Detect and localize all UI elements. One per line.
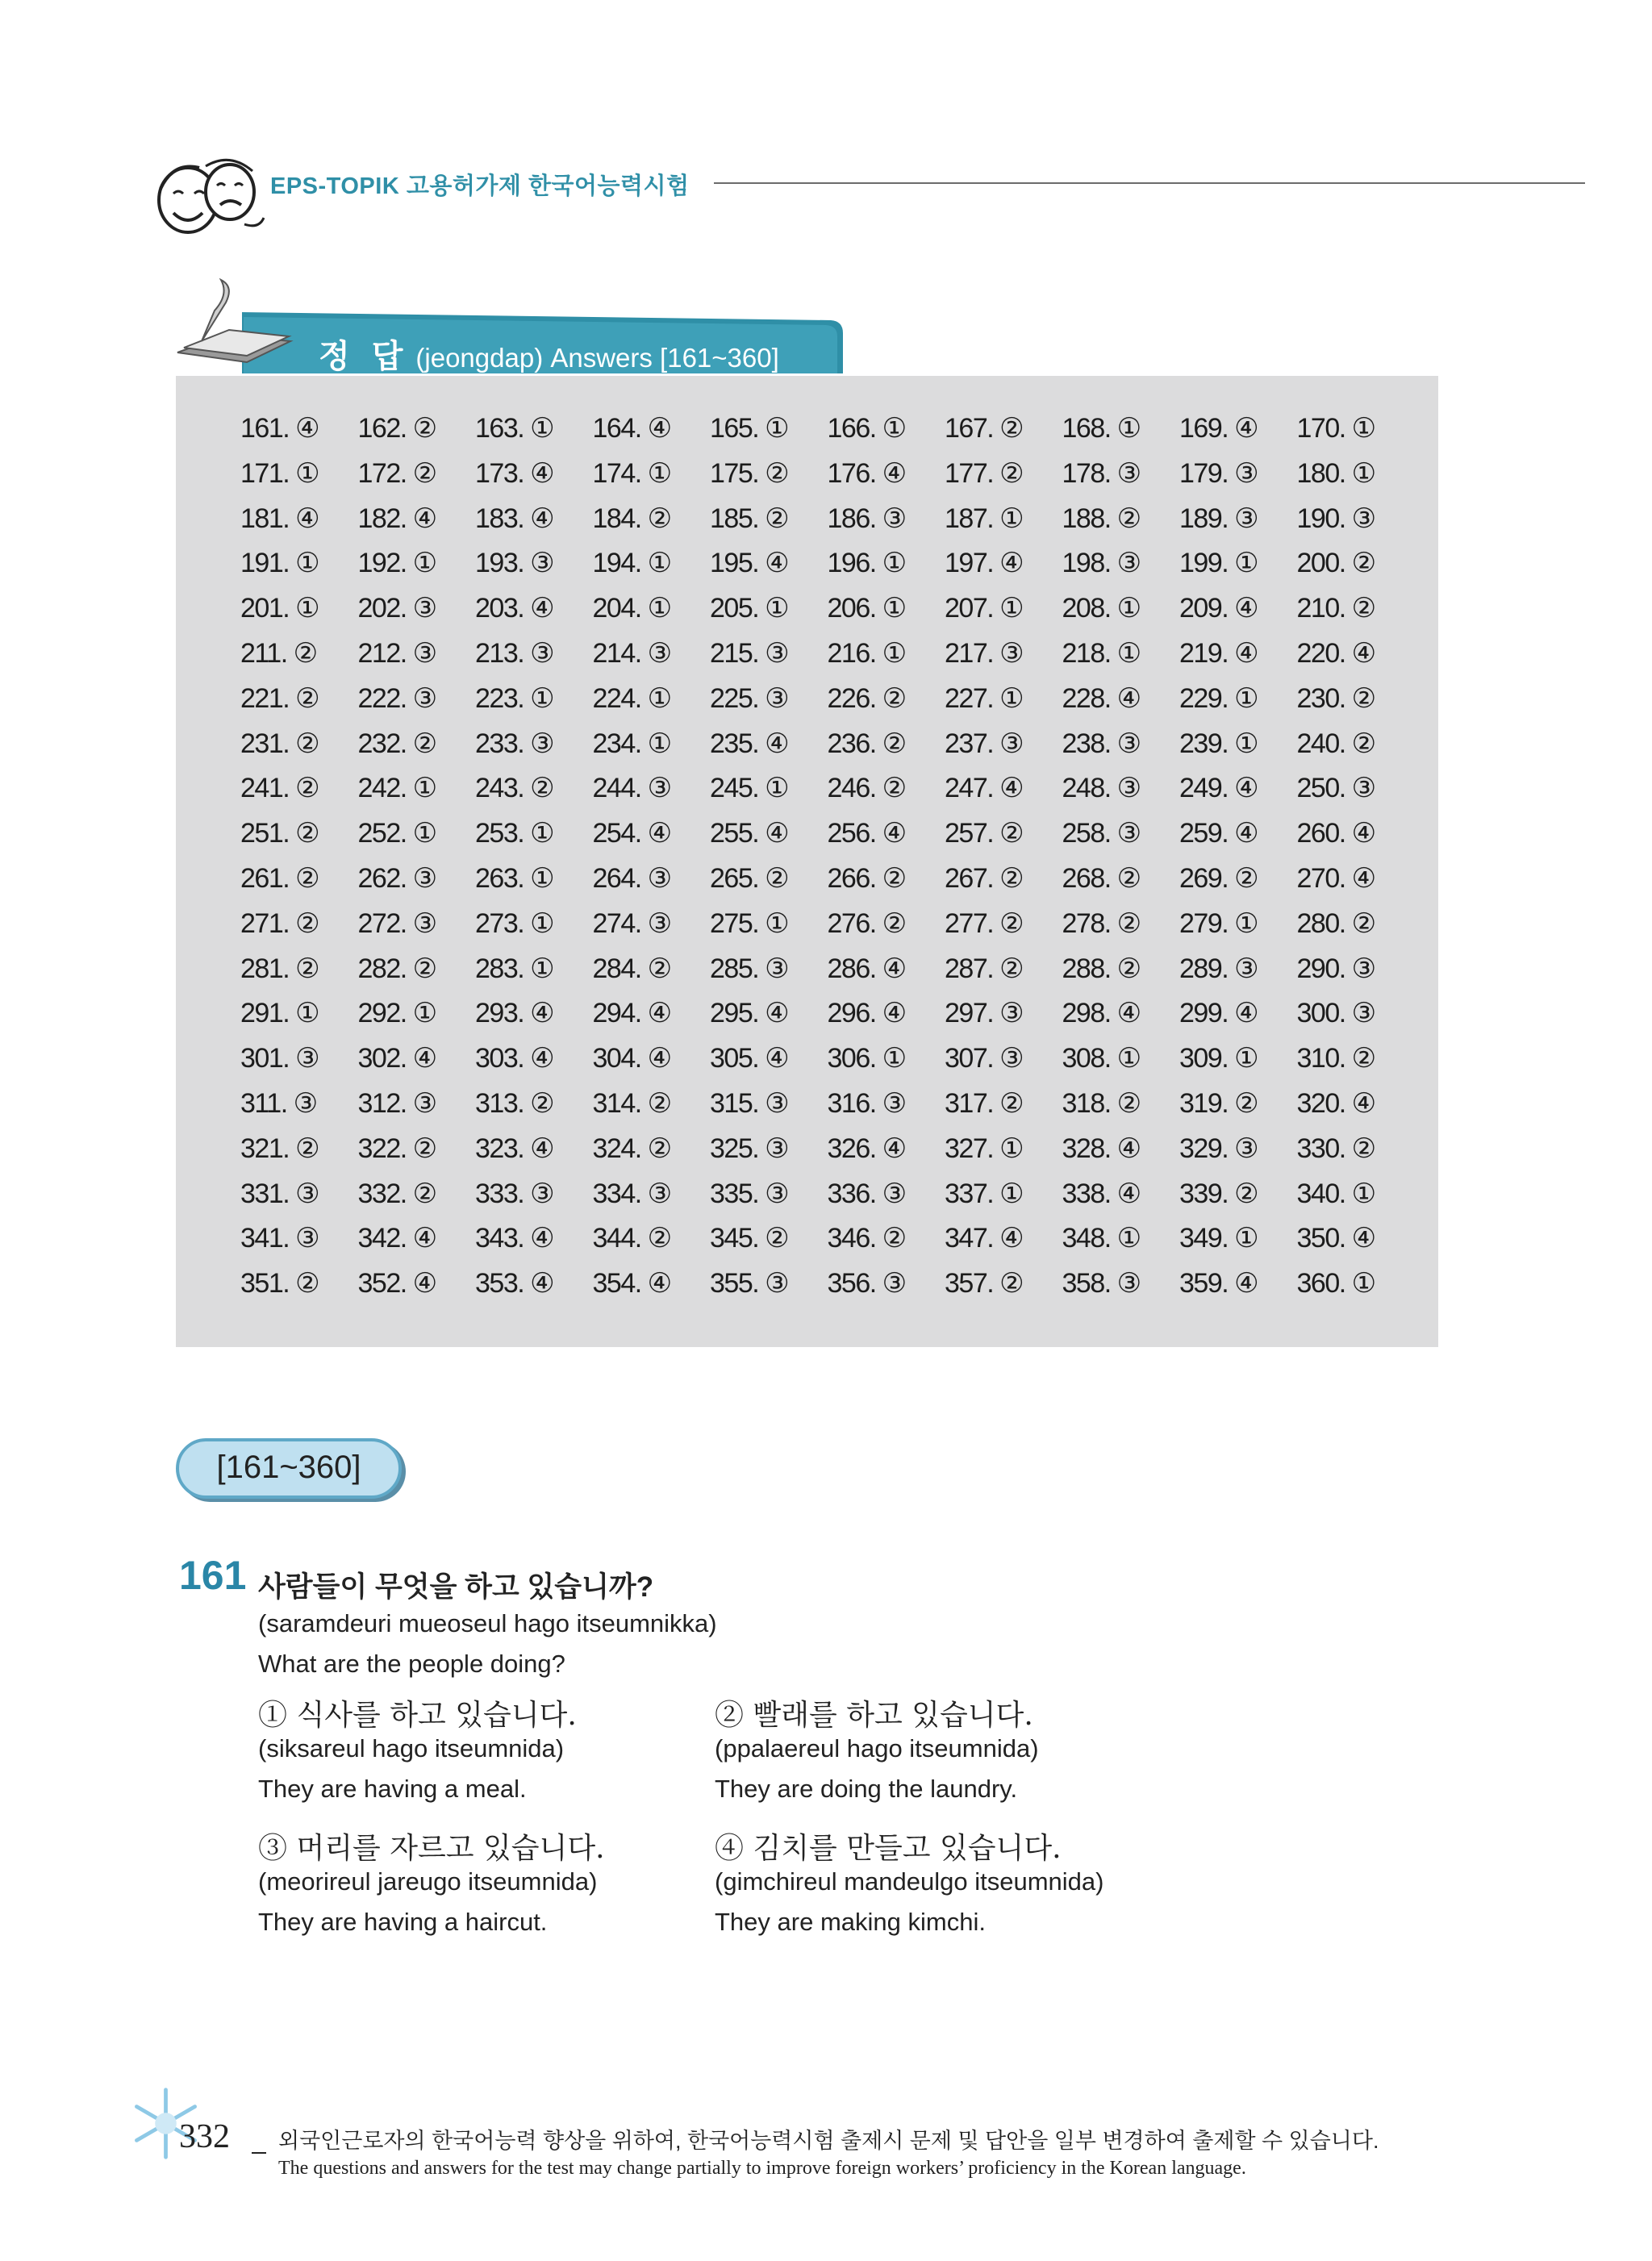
answer-cell: 291. ① — [240, 998, 319, 1029]
answer-cell: 193. ③ — [475, 548, 554, 579]
answer-cell: 180. ① — [1296, 457, 1375, 489]
answer-cell: 330. ② — [1296, 1133, 1375, 1164]
answer-cell: 347. ④ — [945, 1223, 1024, 1254]
answers-title-kr: 정 답 — [319, 339, 410, 374]
answer-cell: 292. ① — [357, 998, 436, 1029]
answer-cell: 352. ④ — [357, 1268, 436, 1299]
answer-cell: 307. ③ — [945, 1043, 1024, 1074]
option-english: They are doing the laundry. — [715, 1775, 1018, 1803]
question-romanized: (saramdeuri mueoseul hago itseumnikka) — [258, 1609, 717, 1637]
answer-cell: 285. ③ — [710, 953, 789, 984]
option-kr: ② 빨래를 하고 있습니다. — [715, 1699, 1033, 1732]
answer-cell: 179. ③ — [1179, 457, 1258, 489]
answer-cell: 162. ② — [357, 413, 436, 444]
answer-cell: 257. ② — [945, 818, 1024, 849]
answer-cell: 161. ④ — [240, 413, 319, 444]
answer-cell: 270. ④ — [1296, 862, 1375, 894]
answer-cell: 170. ① — [1296, 413, 1375, 444]
answer-cell: 335. ③ — [710, 1178, 789, 1209]
answer-cell: 353. ④ — [475, 1268, 554, 1299]
header-title: EPS-TOPIK 고용허가제 한국어능력시험 — [270, 173, 690, 199]
answer-cell: 196. ① — [827, 548, 906, 579]
answer-cell: 261. ② — [240, 862, 319, 894]
answer-cell: 222. ③ — [357, 682, 436, 714]
answer-cell: 319. ② — [1179, 1087, 1258, 1119]
answer-cell: 232. ② — [357, 728, 436, 759]
answer-cell: 348. ① — [1062, 1223, 1141, 1254]
option-4 — [715, 1825, 1166, 1937]
answer-cell: 303. ④ — [475, 1043, 554, 1074]
answer-cell: 227. ① — [945, 682, 1024, 714]
answer-cell: 339. ② — [1179, 1178, 1258, 1209]
answer-cell: 324. ② — [592, 1133, 671, 1164]
answer-cell: 202. ③ — [357, 593, 436, 624]
answer-cell: 283. ① — [475, 953, 554, 984]
answer-cell: 254. ④ — [592, 818, 671, 849]
answer-cell: 331. ③ — [240, 1178, 319, 1209]
answer-cell: 239. ① — [1179, 728, 1258, 759]
answer-cell: 207. ① — [945, 593, 1024, 624]
answer-cell: 265. ② — [710, 862, 789, 894]
answer-cell: 282. ② — [357, 953, 436, 984]
range-badge-label: [161~360] — [216, 1450, 361, 1485]
page-header — [149, 153, 1440, 218]
answer-cell: 255. ④ — [710, 818, 789, 849]
answer-cell: 172. ② — [357, 457, 436, 489]
answer-cell: 272. ③ — [357, 907, 436, 939]
answer-cell: 199. ① — [1179, 548, 1258, 579]
answer-cell: 263. ① — [475, 862, 554, 894]
answer-cell: 267. ② — [945, 862, 1024, 894]
answer-cell: 186. ③ — [827, 503, 906, 534]
answer-cell: 165. ① — [710, 413, 789, 444]
answer-cell: 242. ① — [357, 773, 436, 804]
answer-cell: 187. ① — [945, 503, 1024, 534]
answer-cell: 225. ③ — [710, 682, 789, 714]
answer-cell: 230. ② — [1296, 682, 1375, 714]
answer-cell: 316. ③ — [827, 1087, 906, 1119]
answer-cell: 276. ② — [827, 907, 906, 939]
answer-cell: 219. ④ — [1179, 637, 1258, 669]
answer-cell: 190. ③ — [1296, 503, 1375, 534]
option-1 — [258, 1692, 710, 1804]
answer-cell: 234. ① — [592, 728, 671, 759]
answer-cell: 256. ④ — [827, 818, 906, 849]
answer-cell: 310. ② — [1296, 1043, 1375, 1074]
answer-cell: 299. ④ — [1179, 998, 1258, 1029]
range-badge — [176, 1438, 402, 1499]
answer-cell: 163. ① — [475, 413, 554, 444]
answers-title-rest: (jeongdap) Answers [161~360] — [415, 343, 779, 373]
answer-cell: 278. ② — [1062, 907, 1141, 939]
answer-cell: 224. ① — [592, 682, 671, 714]
answer-cell: 214. ③ — [592, 637, 671, 669]
answer-cell: 321. ② — [240, 1133, 319, 1164]
answer-cell: 264. ③ — [592, 862, 671, 894]
answer-cell: 317. ② — [945, 1087, 1024, 1119]
answer-cell: 296. ④ — [827, 998, 906, 1029]
header-divider — [714, 182, 1585, 184]
answer-cell: 241. ② — [240, 773, 319, 804]
answer-cell: 312. ③ — [357, 1087, 436, 1119]
answer-cell: 301. ③ — [240, 1043, 319, 1074]
footer-dash — [252, 2152, 266, 2154]
answer-cell: 203. ④ — [475, 593, 554, 624]
answer-cell: 341. ③ — [240, 1223, 319, 1254]
answer-cell: 211. ② — [240, 637, 317, 669]
answer-cell: 325. ③ — [710, 1133, 789, 1164]
answer-cell: 329. ③ — [1179, 1133, 1258, 1164]
answer-cell: 346. ② — [827, 1223, 906, 1254]
answer-cell: 351. ② — [240, 1268, 319, 1299]
answer-cell: 280. ② — [1296, 907, 1375, 939]
answer-cell: 235. ④ — [710, 728, 789, 759]
option-3 — [258, 1825, 710, 1937]
answer-cell: 251. ② — [240, 818, 319, 849]
answer-cell: 281. ② — [240, 953, 319, 984]
answer-cell: 182. ④ — [357, 503, 436, 534]
answer-cell: 237. ③ — [945, 728, 1024, 759]
answer-cell: 212. ③ — [357, 637, 436, 669]
option-2 — [715, 1692, 1166, 1804]
answer-cell: 328. ④ — [1062, 1133, 1141, 1164]
answer-cell: 189. ③ — [1179, 503, 1258, 534]
answer-cell: 258. ③ — [1062, 818, 1141, 849]
answer-cell: 294. ④ — [592, 998, 671, 1029]
answer-cell: 215. ③ — [710, 637, 789, 669]
option-romanized: (ppalaereul hago itseumnida) — [715, 1734, 1039, 1762]
answer-cell: 288. ② — [1062, 953, 1141, 984]
answer-cell: 322. ② — [357, 1133, 436, 1164]
answer-cell: 345. ② — [710, 1223, 789, 1254]
answer-cell: 271. ② — [240, 907, 319, 939]
answer-cell: 191. ① — [240, 548, 319, 579]
answer-cell: 343. ④ — [475, 1223, 554, 1254]
question-english: What are the people doing? — [258, 1650, 565, 1678]
answer-cell: 233. ③ — [475, 728, 554, 759]
answer-cell: 306. ① — [827, 1043, 906, 1074]
answer-cell: 240. ② — [1296, 728, 1375, 759]
answer-cell: 338. ④ — [1062, 1178, 1141, 1209]
answer-grid — [240, 412, 1414, 1312]
answer-cell: 297. ③ — [945, 998, 1024, 1029]
answer-cell: 253. ① — [475, 818, 554, 849]
answer-cell: 295. ④ — [710, 998, 789, 1029]
answer-cell: 350. ④ — [1296, 1223, 1375, 1254]
option-english: They are having a haircut. — [258, 1908, 548, 1936]
answer-cell: 286. ④ — [827, 953, 906, 984]
answer-cell: 342. ④ — [357, 1223, 436, 1254]
answer-cell: 336. ③ — [827, 1178, 906, 1209]
answer-cell: 357. ② — [945, 1268, 1024, 1299]
answer-cell: 198. ③ — [1062, 548, 1141, 579]
answer-cell: 171. ① — [240, 457, 319, 489]
answer-cell: 166. ① — [827, 413, 906, 444]
answer-cell: 277. ② — [945, 907, 1024, 939]
answer-cell: 249. ④ — [1179, 773, 1258, 804]
answer-cell: 168. ① — [1062, 413, 1141, 444]
answer-cell: 274. ③ — [592, 907, 671, 939]
answer-cell: 178. ③ — [1062, 457, 1141, 489]
answer-cell: 220. ④ — [1296, 637, 1375, 669]
answer-cell: 210. ② — [1296, 593, 1375, 624]
answer-cell: 275. ① — [710, 907, 789, 939]
answer-cell: 218. ① — [1062, 637, 1141, 669]
answer-cell: 206. ① — [827, 593, 906, 624]
answer-cell: 204. ① — [592, 593, 671, 624]
answer-cell: 169. ④ — [1179, 413, 1258, 444]
answer-cell: 311. ③ — [240, 1087, 317, 1119]
answer-cell: 201. ① — [240, 593, 319, 624]
answer-cell: 243. ② — [475, 773, 554, 804]
answer-cell: 252. ① — [357, 818, 436, 849]
answer-cell: 223. ① — [475, 682, 554, 714]
answer-cell: 167. ② — [945, 413, 1024, 444]
answer-cell: 300. ③ — [1296, 998, 1375, 1029]
option-english: They are making kimchi. — [715, 1908, 986, 1936]
answer-cell: 309. ① — [1179, 1043, 1258, 1074]
answer-cell: 302. ④ — [357, 1043, 436, 1074]
answer-cell: 181. ④ — [240, 503, 319, 534]
answer-cell: 360. ① — [1296, 1268, 1375, 1299]
answer-cell: 298. ④ — [1062, 998, 1141, 1029]
answer-cell: 308. ① — [1062, 1043, 1141, 1074]
option-kr: ① 식사를 하고 있습니다. — [258, 1699, 577, 1732]
answer-cell: 175. ② — [710, 457, 789, 489]
answer-cell: 293. ④ — [475, 998, 554, 1029]
answer-cell: 333. ③ — [475, 1178, 554, 1209]
answer-cell: 327. ① — [945, 1133, 1024, 1164]
answer-cell: 205. ① — [710, 593, 789, 624]
answer-cell: 228. ④ — [1062, 682, 1141, 714]
answer-cell: 221. ② — [240, 682, 319, 714]
answer-cell: 188. ② — [1062, 503, 1141, 534]
answer-cell: 231. ② — [240, 728, 319, 759]
question-number: 161 — [179, 1553, 247, 1598]
answer-cell: 236. ② — [827, 728, 906, 759]
answer-cell: 259. ④ — [1179, 818, 1258, 849]
answer-cell: 247. ④ — [945, 773, 1024, 804]
answer-cell: 287. ② — [945, 953, 1024, 984]
answer-cell: 320. ④ — [1296, 1087, 1375, 1119]
answer-cell: 356. ③ — [827, 1268, 906, 1299]
answer-cell: 238. ③ — [1062, 728, 1141, 759]
answer-cell: 244. ③ — [592, 773, 671, 804]
answer-cell: 246. ② — [827, 773, 906, 804]
answer-cell: 229. ① — [1179, 682, 1258, 714]
footer-note-en: The questions and answers for the test may change partially to improve foreign workers’ proficiency in the Korean language. — [278, 2158, 1246, 2179]
answer-cell: 266. ② — [827, 862, 906, 894]
answer-cell: 326. ④ — [827, 1133, 906, 1164]
answer-cell: 332. ② — [357, 1178, 436, 1209]
answer-cell: 200. ② — [1296, 548, 1375, 579]
answer-cell: 359. ④ — [1179, 1268, 1258, 1299]
option-kr: ③ 머리를 자르고 있습니다. — [258, 1832, 605, 1865]
answer-cell: 358. ③ — [1062, 1268, 1141, 1299]
answer-cell: 305. ④ — [710, 1043, 789, 1074]
answer-cell: 262. ③ — [357, 862, 436, 894]
answer-cell: 323. ④ — [475, 1133, 554, 1164]
answer-cell: 314. ② — [592, 1087, 671, 1119]
answer-cell: 279. ① — [1179, 907, 1258, 939]
answer-cell: 337. ① — [945, 1178, 1024, 1209]
answer-cell: 197. ④ — [945, 548, 1024, 579]
answer-cell: 177. ② — [945, 457, 1024, 489]
answer-cell: 217. ③ — [945, 637, 1024, 669]
answer-cell: 355. ③ — [710, 1268, 789, 1299]
answer-cell: 192. ① — [357, 548, 436, 579]
answer-cell: 284. ② — [592, 953, 671, 984]
answer-cell: 268. ② — [1062, 862, 1141, 894]
answer-cell: 209. ④ — [1179, 593, 1258, 624]
answer-cell: 289. ③ — [1179, 953, 1258, 984]
option-romanized: (gimchireul mandeulgo itseumnida) — [715, 1867, 1104, 1896]
answer-cell: 164. ④ — [592, 413, 671, 444]
answer-cell: 173. ④ — [475, 457, 554, 489]
answer-cell: 208. ① — [1062, 593, 1141, 624]
answer-cell: 315. ③ — [710, 1087, 789, 1119]
answers-title — [319, 331, 779, 377]
answer-cell: 334. ③ — [592, 1178, 671, 1209]
footer-note-kr: 외국인근로자의 한국어능력 향상을 위하여, 한국어능력시험 출제시 문제 및 답안을 일부 변경하여 출제할 수 있습니다. — [278, 2129, 1379, 2153]
answer-cell: 245. ① — [710, 773, 789, 804]
answer-cell: 176. ④ — [827, 457, 906, 489]
answer-cell: 260. ④ — [1296, 818, 1375, 849]
option-english: They are having a meal. — [258, 1775, 527, 1803]
mask-logo-icon — [149, 153, 270, 242]
answer-cell: 194. ① — [592, 548, 671, 579]
answer-table — [176, 376, 1438, 1347]
option-kr: ④ 김치를 만들고 있습니다. — [715, 1832, 1062, 1865]
option-romanized: (siksareul hago itseumnida) — [258, 1734, 565, 1762]
answer-cell: 216. ① — [827, 637, 906, 669]
question-text-kr: 사람들이 무엇을 하고 있습니까? — [258, 1571, 654, 1603]
answer-cell: 340. ① — [1296, 1178, 1375, 1209]
answer-cell: 269. ② — [1179, 862, 1258, 894]
answer-cell: 174. ① — [592, 457, 671, 489]
answer-cell: 290. ③ — [1296, 953, 1375, 984]
answer-cell: 344. ② — [592, 1223, 671, 1254]
answer-cell: 313. ② — [475, 1087, 554, 1119]
answer-cell: 318. ② — [1062, 1087, 1141, 1119]
answer-cell: 213. ③ — [475, 637, 554, 669]
answer-cell: 248. ③ — [1062, 773, 1141, 804]
page-number: 332 — [179, 2118, 230, 2155]
answer-cell: 195. ④ — [710, 548, 789, 579]
answer-cell: 226. ② — [827, 682, 906, 714]
answer-cell: 349. ① — [1179, 1223, 1258, 1254]
answer-cell: 184. ② — [592, 503, 671, 534]
answer-cell: 183. ④ — [475, 503, 554, 534]
answer-cell: 273. ① — [475, 907, 554, 939]
answer-cell: 354. ④ — [592, 1268, 671, 1299]
answer-cell: 304. ④ — [592, 1043, 671, 1074]
option-romanized: (meorireul jareugo itseumnida) — [258, 1867, 598, 1896]
answer-cell: 185. ② — [710, 503, 789, 534]
answer-cell: 250. ③ — [1296, 773, 1375, 804]
